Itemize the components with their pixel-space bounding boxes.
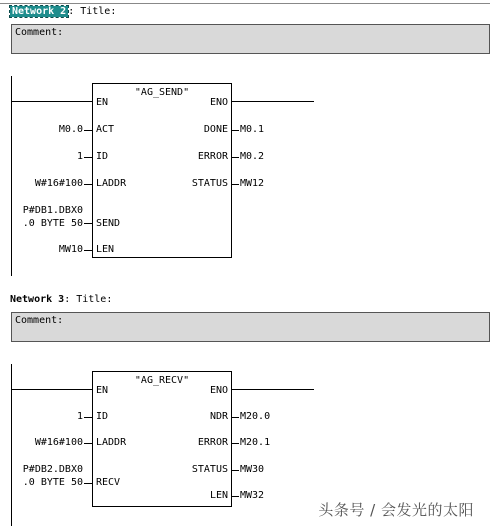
ag-send-status-value[interactable]: MW12 [240, 178, 265, 189]
ag-recv-laddr-value[interactable]: W#16#100 [34, 437, 83, 448]
ag-recv-ndr-value[interactable]: M20.0 [240, 411, 271, 422]
network-2-header[interactable] [10, 6, 116, 17]
ag-send-id-pin: ID [96, 151, 109, 162]
network-3-comment-text: Comment: [15, 315, 64, 326]
wire-stub [84, 483, 92, 484]
wire-stub [231, 184, 239, 185]
network-2-comment[interactable] [11, 24, 490, 54]
ag-recv-block-name: "AG_RECV" [134, 375, 190, 386]
network-3-title: : Title: [64, 294, 113, 305]
top-divider [0, 3, 490, 4]
wire-stub [84, 157, 92, 158]
ag-send-laddr-value[interactable]: W#16#100 [34, 178, 83, 189]
wire-stub [84, 250, 92, 251]
network-2-title: : Title: [68, 6, 117, 17]
ag-recv-id-value[interactable]: 1 [76, 411, 83, 422]
ag-send-block-name: "AG_SEND" [134, 87, 190, 98]
ag-recv-error-pin: ERROR [197, 437, 228, 448]
ag-send-block[interactable] [92, 83, 232, 258]
network-2-eno-wire [231, 101, 314, 102]
ag-send-act-value[interactable]: M0.0 [58, 124, 83, 135]
ag-send-en-pin: EN [96, 97, 109, 108]
ag-recv-error-value[interactable]: M20.1 [240, 437, 271, 448]
ag-recv-block[interactable] [92, 371, 232, 507]
ag-recv-len-value[interactable]: MW32 [240, 490, 265, 501]
ag-recv-len-pin: LEN [209, 490, 228, 501]
ag-recv-recv-value-line2[interactable]: .0 BYTE 50 [22, 477, 83, 488]
wire-stub [231, 470, 239, 471]
wire-stub [231, 443, 239, 444]
network-2-label[interactable]: Network 2 [12, 6, 67, 17]
network-2-comment-text: Comment: [15, 27, 64, 38]
ag-recv-recv-value-line1[interactable]: P#DB2.DBX0 [22, 464, 83, 475]
network-3-header[interactable] [10, 294, 112, 305]
ag-send-done-value[interactable]: M0.1 [240, 124, 265, 135]
ag-send-error-pin: ERROR [197, 151, 228, 162]
wire-stub [231, 417, 239, 418]
ag-send-status-pin: STATUS [191, 178, 228, 189]
wire-stub [84, 223, 92, 224]
ag-send-act-pin: ACT [96, 124, 115, 135]
ag-send-laddr-pin: LADDR [96, 178, 127, 189]
ag-send-send-pin: SEND [96, 218, 121, 229]
network-3-eno-wire [231, 389, 314, 390]
ag-recv-laddr-pin: LADDR [96, 437, 127, 448]
ag-recv-status-value[interactable]: MW30 [240, 464, 265, 475]
ag-send-len-value[interactable]: MW10 [58, 244, 83, 255]
ag-send-send-value-line2[interactable]: .0 BYTE 50 [22, 218, 83, 229]
ag-send-error-value[interactable]: M0.2 [240, 151, 265, 162]
ag-recv-ndr-pin: NDR [209, 411, 228, 422]
ag-recv-id-pin: ID [96, 411, 109, 422]
ag-send-id-value[interactable]: 1 [76, 151, 83, 162]
wire-stub [231, 130, 239, 131]
ag-send-len-pin: LEN [96, 244, 115, 255]
wire-stub [84, 417, 92, 418]
wire-stub [231, 496, 239, 497]
ag-send-eno-pin: ENO [209, 97, 228, 108]
network-3-en-wire [11, 389, 92, 390]
watermark: 头条号 / 会发光的太阳 [318, 501, 474, 519]
wire-stub [84, 184, 92, 185]
ag-recv-status-pin: STATUS [191, 464, 228, 475]
wire-stub [84, 130, 92, 131]
ag-recv-en-pin: EN [96, 385, 109, 396]
wire-stub [84, 443, 92, 444]
wire-stub [231, 157, 239, 158]
ag-send-send-value-line1[interactable]: P#DB1.DBX0 [22, 205, 83, 216]
ag-send-done-pin: DONE [203, 124, 228, 135]
ag-recv-eno-pin: ENO [209, 385, 228, 396]
ag-recv-recv-pin: RECV [96, 477, 121, 488]
network-3-label[interactable]: Network 3 [10, 294, 65, 305]
network-3-comment[interactable] [11, 312, 490, 342]
network-2-en-wire [11, 101, 92, 102]
